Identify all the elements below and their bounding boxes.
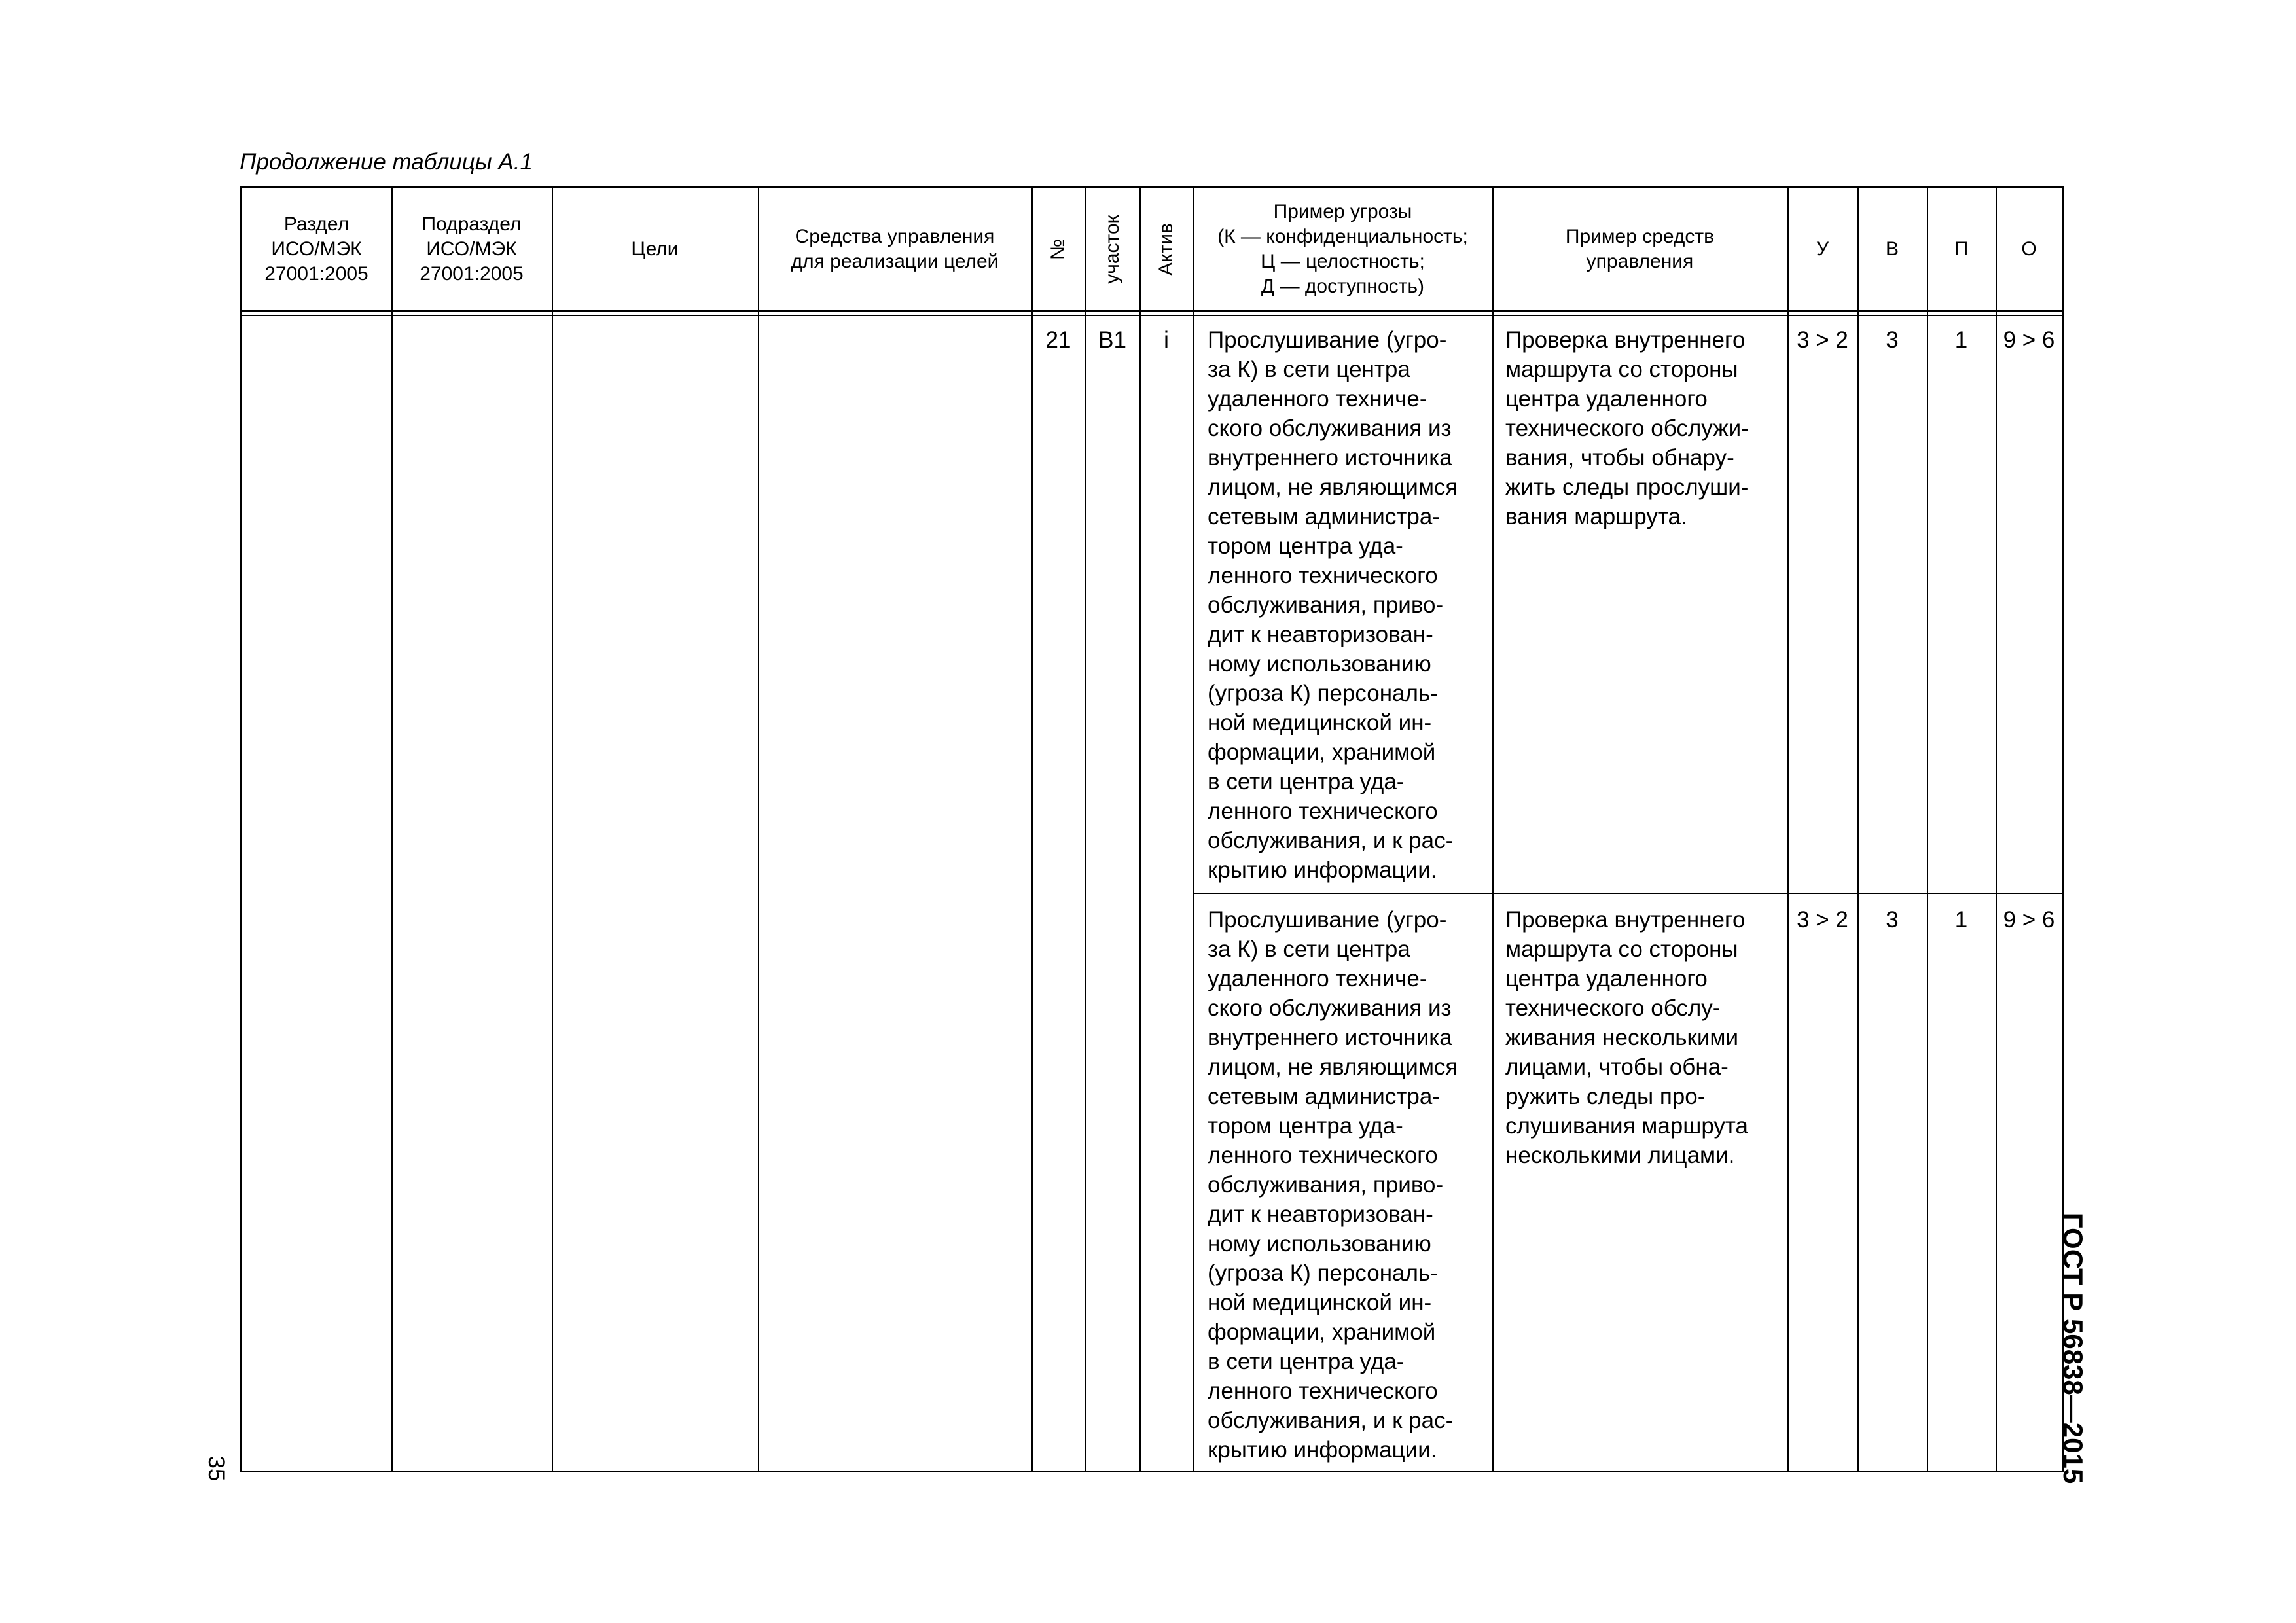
row-1-threat: Прослушивание (угро- за К) в сети центра удаленного техниче- ского обслуживания из внутреннего источника лицом, не являющимся сетевым администра- тором центра уда- ленного технического обслуживания, приво- дит к неавторизован- ному использованию (угроза К) персональ- ной медицинской ин- формации, хранимой в сети центра уда- ленного технического обслуживания, и к рас- крытию информации. <box>1208 327 1458 883</box>
col-line <box>1787 188 1789 1471</box>
col-line <box>1031 188 1033 1471</box>
table-frame <box>240 186 2064 1472</box>
header-rule-double <box>242 315 2062 316</box>
col-line <box>1927 188 1928 1471</box>
col-line <box>552 188 553 1471</box>
col-header-section: Раздел ИСО/МЭК 27001:2005 <box>264 213 368 285</box>
col-header-threat-example: Пример угрозы (К — конфиденциальность; Ц — целостность; Д — доступность) <box>1217 200 1468 297</box>
document-code: ГОСТ Р 56838—2015 <box>2058 1212 2089 1484</box>
row-rule <box>1193 893 2062 894</box>
header-rule <box>242 310 2062 312</box>
row-1-number: 21 <box>1045 327 1071 353</box>
row-1-u: 3 > 2 <box>1797 327 1848 353</box>
col-header-number: № <box>1047 238 1069 260</box>
page-number: 35 <box>204 1455 229 1482</box>
col-header-asset: Актив <box>1155 223 1177 276</box>
col-header-goals: Цели <box>631 238 679 260</box>
col-line <box>1139 188 1141 1471</box>
col-line <box>1085 188 1086 1471</box>
col-header-site: участок <box>1101 214 1123 284</box>
col-header-v: В <box>1885 238 1899 260</box>
col-header-u: У <box>1816 238 1829 260</box>
col-header-control-example: Пример средств управления <box>1565 225 1715 272</box>
row-1-control: Проверка внутреннего маршрута со стороны центра удаленного технического обслужи- вания, чтобы обнару- жить следы прослуши- вания маршрута. <box>1505 327 1749 529</box>
row-2-p: 1 <box>1954 907 1968 933</box>
row-2-u: 3 > 2 <box>1797 907 1848 933</box>
row-2-threat: Прослушивание (угро- за К) в сети центра удаленного техниче- ского обслуживания из внутреннего источника лицом, не являющимся сетевым администра- тором центра уда- ленного технического обслуживания, приво- дит к неавторизован- ному использованию (угроза К) персональ- ной медицинской ин- формации, хранимой в сети центра уда- ленного технического обслуживания, и к рас- крытию информации. <box>1208 907 1458 1463</box>
row-2-control: Проверка внутреннего маршрута со стороны центра удаленного технического обслу- живания несколькими лицами, чтобы обна- ружить следы про- слушивания маршрута несколькими лицами. <box>1505 907 1749 1168</box>
col-header-subsection: Подраздел ИСО/МЭК 27001:2005 <box>420 213 524 285</box>
col-line <box>1857 188 1859 1471</box>
col-line <box>758 188 759 1471</box>
col-header-o: О <box>2021 238 2037 260</box>
col-header-p: П <box>1954 238 1969 260</box>
col-line <box>391 188 393 1471</box>
row-1-asset: i <box>1164 327 1169 353</box>
row-1-o: 9 > 6 <box>2003 327 2055 353</box>
row-2-v: 3 <box>1886 907 1899 933</box>
row-1-site: В1 <box>1098 327 1126 353</box>
row-1-p: 1 <box>1954 327 1968 353</box>
table-caption: Продолжение таблицы А.1 <box>240 149 533 175</box>
col-header-controls: Средства управления для реализации целей <box>791 225 999 272</box>
row-2-o: 9 > 6 <box>2003 907 2055 933</box>
row-1-v: 3 <box>1886 327 1899 353</box>
col-line <box>1996 188 1997 1471</box>
